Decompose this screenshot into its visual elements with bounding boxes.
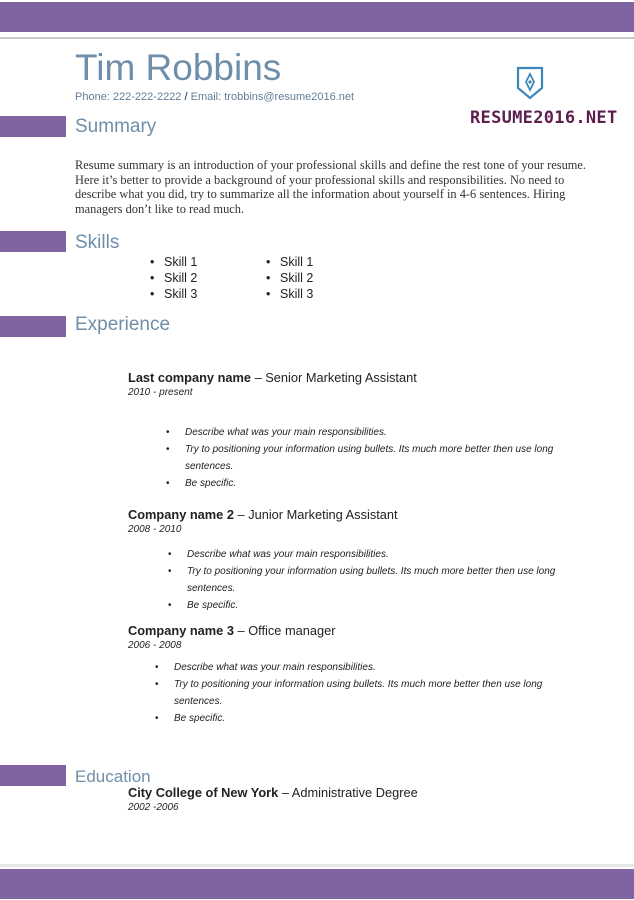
top-color-band — [0, 2, 634, 32]
job-heading — [128, 507, 398, 523]
responsibility-list — [168, 546, 567, 614]
summary-heading: Summary — [75, 116, 157, 137]
company-name: Company name 3 — [128, 623, 234, 638]
phone-text: Phone: 222-222-2222 — [75, 91, 182, 103]
skill-item: • Skill 3 — [266, 286, 313, 302]
experience-accent-bar — [0, 316, 66, 337]
skill-item: • Skill 1 — [150, 254, 197, 270]
contact-line — [75, 90, 354, 104]
education-dates: 2002 -2006 — [128, 802, 179, 813]
responsibility-item: • Try to positioning your information using bullets. Its much more better then use long sentences. — [155, 676, 554, 710]
skill-item: • Skill 3 — [150, 286, 197, 302]
bottom-color-band — [0, 869, 634, 899]
skill-item: • Skill 2 — [150, 270, 197, 286]
email-text: Email: trobbins@resume2016.net — [190, 91, 355, 103]
responsibility-item: • Describe what was your main responsibilities. — [166, 424, 565, 441]
job-dates: 2008 - 2010 — [128, 524, 182, 535]
resume-logo — [470, 66, 620, 100]
job-heading — [128, 370, 417, 386]
top-divider — [0, 37, 634, 39]
skills-list-right — [266, 254, 313, 302]
skills-accent-bar — [0, 231, 66, 252]
responsibility-list — [155, 659, 554, 727]
school-name: City College of New York — [128, 785, 279, 800]
logo-text: RESUME2016.NET — [470, 108, 618, 128]
responsibility-item: • Try to positioning your information using bullets. Its much more better then use long sentences. — [166, 441, 565, 475]
responsibility-item: • Be specific. — [168, 597, 567, 614]
degree-name: – Administrative Degree — [278, 785, 418, 800]
summary-paragraph: Resume summary is an introduction of your professional skills and define the rest tone of your resume. Here it’s better to provide a background of your professional skills and responsibilities. No need to describe what you did, try to summarize all the information about yourself in 4-6 sentences. Hiring managers don’t like to read much. — [75, 158, 587, 217]
contact-separator: / — [184, 91, 188, 103]
education-entry — [128, 785, 418, 801]
skill-item: • Skill 2 — [266, 270, 313, 286]
responsibility-item: • Be specific. — [155, 710, 554, 727]
summary-accent-bar — [0, 116, 66, 137]
company-name: Company name 2 — [128, 507, 234, 522]
responsibility-item: • Be specific. — [166, 475, 565, 492]
skills-heading: Skills — [75, 232, 120, 253]
job-role: – Junior Marketing Assistant — [233, 507, 398, 522]
pen-shield-icon — [515, 66, 545, 100]
job-role: – Office manager — [233, 623, 336, 638]
experience-heading: Experience — [75, 314, 171, 335]
skill-item: • Skill 1 — [266, 254, 313, 270]
job-dates: 2006 - 2008 — [128, 640, 182, 651]
responsibility-list — [166, 424, 565, 492]
candidate-name: Tim Robbins — [75, 47, 282, 88]
education-heading: Education — [75, 767, 151, 786]
job-heading — [128, 623, 335, 639]
job-role: – Senior Marketing Assistant — [251, 370, 417, 385]
responsibility-item: • Try to positioning your information using bullets. Its much more better then use long sentences. — [168, 563, 567, 597]
skills-list-left — [150, 254, 197, 302]
bottom-divider — [0, 864, 634, 867]
job-dates: 2010 - present — [128, 387, 193, 398]
responsibility-item: • Describe what was your main responsibilities. — [168, 546, 567, 563]
education-accent-bar — [0, 765, 66, 786]
responsibility-item: • Describe what was your main responsibilities. — [155, 659, 554, 676]
company-name: Last company name — [128, 370, 252, 385]
